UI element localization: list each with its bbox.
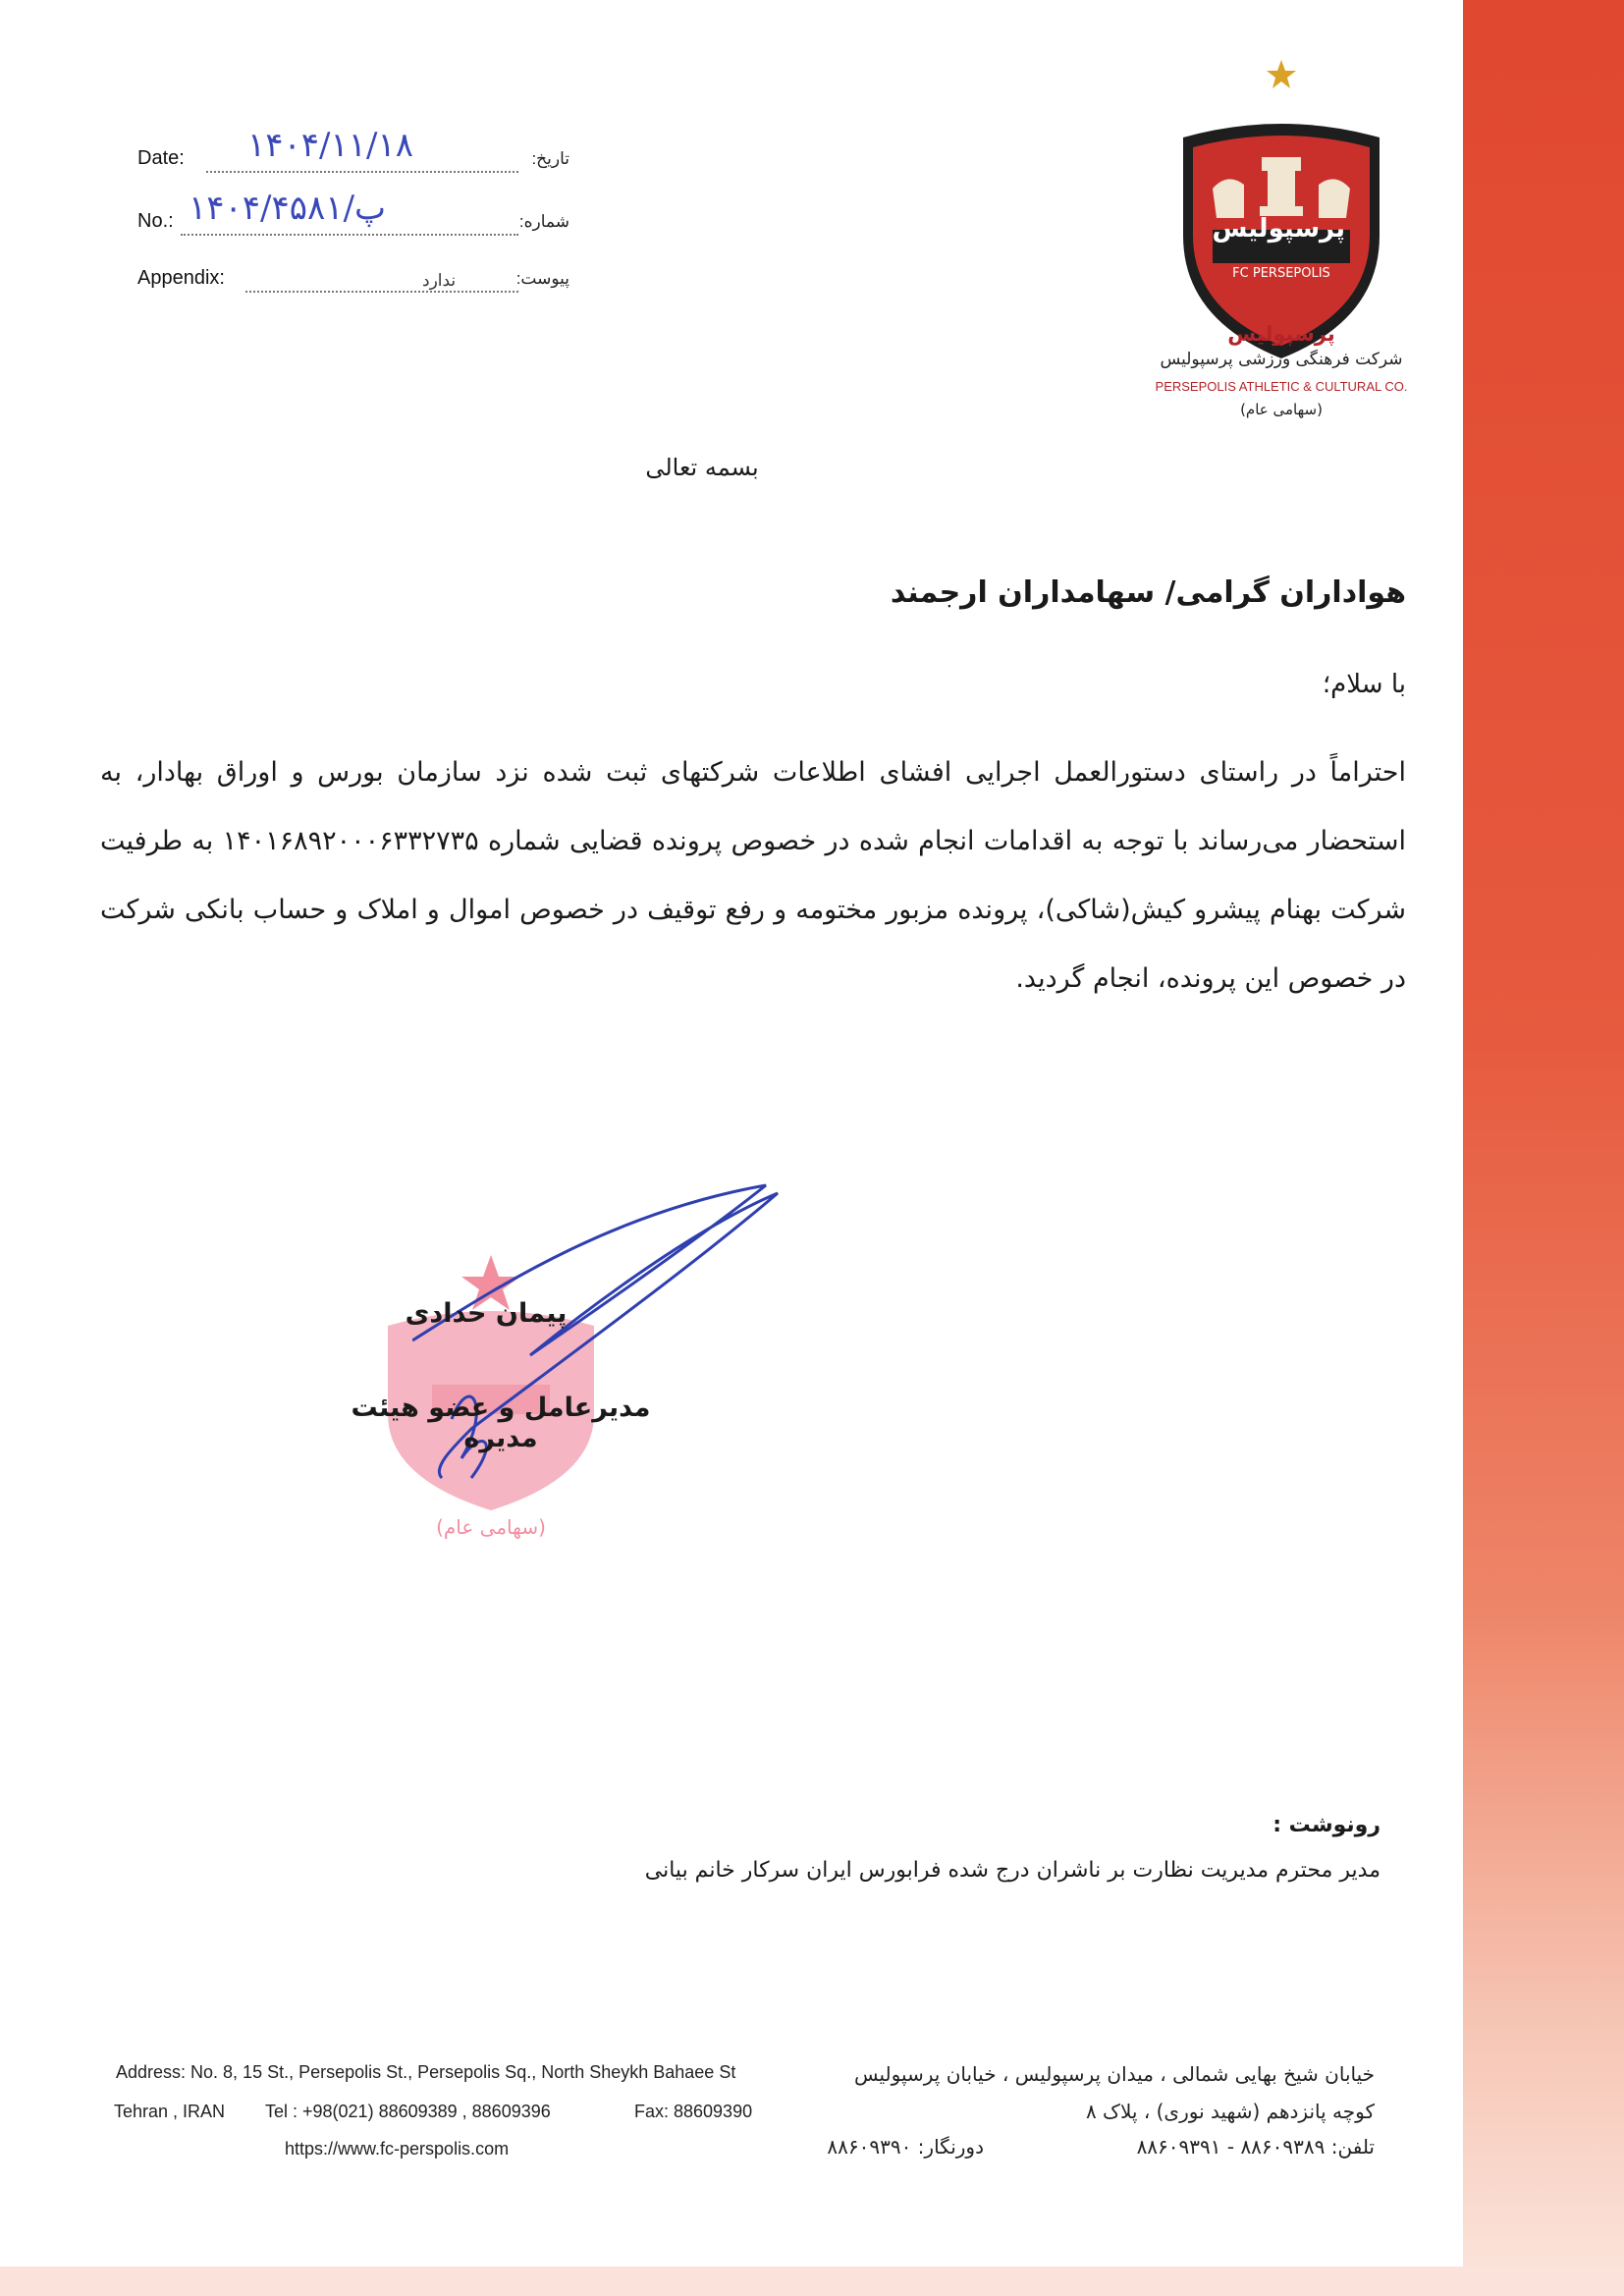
- star-icon: [1266, 59, 1297, 90]
- number-label: No.:: [137, 210, 174, 232]
- number-dotted-line: [181, 234, 518, 236]
- footer-address-fa-1: خیابان شیخ بهایی شمالی ، میدان پرسپولیس ، خیابان پرسپولیس: [854, 2062, 1375, 2086]
- appendix-dotted-line: [245, 291, 518, 293]
- footer-fax-en: Fax: 88609390: [634, 2102, 753, 2121]
- signatory-name: پیمان حدادی: [405, 1298, 568, 1329]
- date-value: ۱۴۰۴/۱۱/۱۸: [247, 126, 414, 165]
- footer-city-en: Tehran , IRAN: [114, 2102, 226, 2121]
- date-dotted-line: [206, 171, 518, 173]
- number-field: [137, 189, 569, 242]
- side-color-band: [1463, 0, 1624, 2296]
- appendix-label-fa: پیوست:: [515, 269, 569, 288]
- number-label-fa: شماره:: [518, 212, 569, 231]
- badge-en-text: FC PERSEPOLIS: [1232, 266, 1330, 281]
- letter-heading: هواداران گرامی/ سهامداران ارجمند: [890, 575, 1406, 610]
- signatory-title: مدیرعامل و عضو هیئت مدیره: [351, 1393, 651, 1453]
- copy-recipient: مدیر محترم مدیریت نظارت بر ناشران درج شده فرابورس ایران سرکار خانم بیانی: [644, 1858, 1380, 1883]
- logo-company-en: PERSEPOLIS ATHLETIC & CULTURAL CO.: [1155, 379, 1408, 394]
- footer-tel-fa: تلفن: ۸۸۶۰۹۳۸۹ - ۸۸۶۰۹۳۹۱: [1136, 2135, 1375, 2159]
- logo-company-type: (سهامی عام): [1240, 401, 1323, 418]
- copy-label: رونوشت :: [1272, 1813, 1380, 1837]
- date-field: [137, 126, 569, 179]
- logo-name-fa: پرسپولیس: [1227, 322, 1335, 346]
- stamp-text: (سهامی عام): [436, 1515, 546, 1539]
- bismillah: بسمه تعالی: [645, 454, 759, 481]
- footer-website[interactable]: https://www.fc-perspolis.com: [285, 2139, 510, 2159]
- letter-greeting: با سلام؛: [1322, 670, 1406, 699]
- date-label: Date:: [137, 147, 185, 169]
- appendix-field: [137, 259, 569, 299]
- date-label-fa: تاریخ:: [531, 149, 569, 168]
- footer-tel-en: Tel : +98(021) 88609389 , 88609396: [265, 2102, 551, 2121]
- letter-body: احتراماً در راستای دستورالعمل اجرایی افشای اطلاعات شرکتهای ثبت شده نزد سازمان بورس و اوراق بهادار، به استحضار می‌رساند با توجه به اقدامات انجام شده در خصوص پرونده قضایی شماره ۱۴۰۱۶۸۹۲۰۰۰۶۳۳۲۷۳۵ به طرفیت شرکت بهنام پیشرو کیش(شاکی)، پرونده مزبور مختومه و رفع توقیف در خصوص اموال و املاک و حساب بانکی شرکت در خصوص این پرونده، انجام گردید.: [100, 757, 1407, 994]
- badge-wordmark: پرسپولیس: [1212, 214, 1345, 244]
- logo-company-fa: شرکت فرهنگی ورزشی پرسپولیس: [1160, 350, 1403, 369]
- persepolis-logo: [1164, 59, 1399, 334]
- bottom-color-strip: [0, 2267, 1624, 2296]
- appendix-label: Appendix:: [137, 267, 225, 289]
- footer-fax-fa: دورنگار: ۸۸۶۰۹۳۹۰: [827, 2135, 984, 2159]
- number-value: ۱۴۰۴/پ/۴۵۸۱: [189, 189, 387, 228]
- footer-address-en: Address: No. 8, 15 St., Persepolis St., Persepolis Sq., North Sheykh Bahaee St: [116, 2062, 736, 2082]
- footer-address-fa-2: کوچه پانزدهم (شهید نوری) ، پلاک ۸: [1085, 2100, 1375, 2123]
- appendix-value: ندارد: [422, 271, 457, 291]
